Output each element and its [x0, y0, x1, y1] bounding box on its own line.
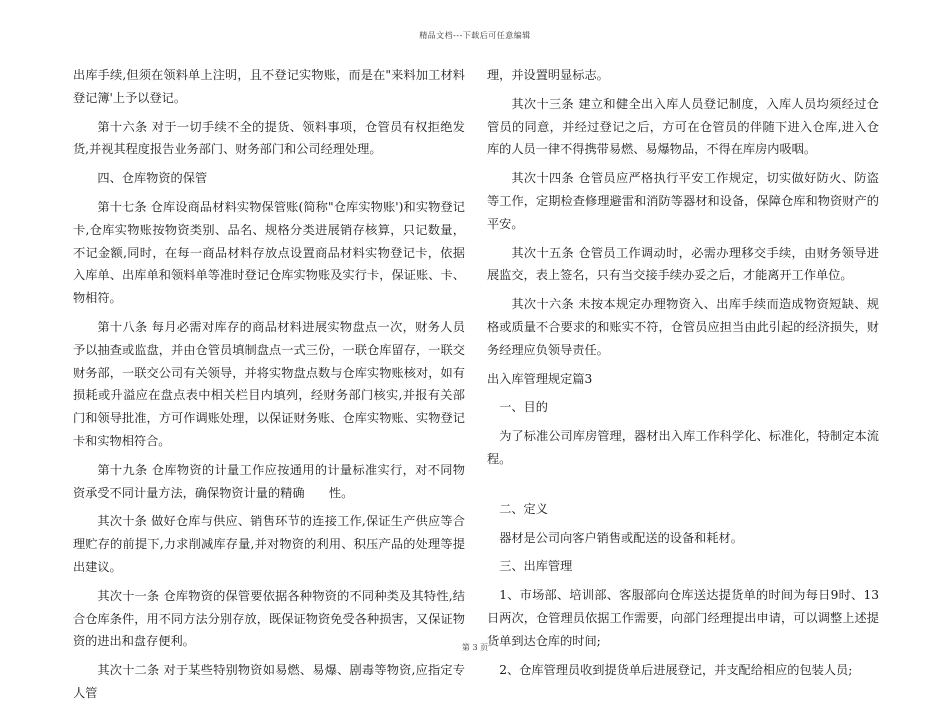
section-heading: 三、出库管理 — [499, 559, 573, 574]
paragraph: 其次十六条 未按本规定办理物资入、出库手续而造成物资短缺、规格或质量不合要求的和账实不符，仓管员应担当由此引起的经济损失，财务经理应负领导责任。 — [487, 297, 879, 357]
paragraph: 其次十三条 建立和健全出入库人员登记制度，入库人员均须经过仓管员的同意，并经过登记之后，方可在仓管员的伴随下进入仓库,进入仓库的人员一律不得携带易燃、易爆物品，不得在库房内吸咽。 — [487, 96, 879, 157]
paragraph: 第十六条 对于一切手续不全的提货、领料事项，仓管员有权拒绝发货,并视其程度报告业务部门、财务部门和公司经理处理。 — [73, 119, 465, 157]
section-title: 出入库管理规定篇3 — [487, 371, 593, 386]
paragraph: 其次十条 做好仓库与供应、销售环节的连接工作,保证生产供应等合理贮存的前提下,力求削减库存量,并对物资的利用、积压产品的处理等提出建议。 — [73, 514, 465, 574]
left-column — [73, 64, 465, 705]
paragraph: 2、仓库管理员收到提货单后进展登记，并支配给相应的包装人员; — [499, 662, 853, 677]
paragraph: 其次十四条 仓管员应严格执行平安工作规定，切实做好防火、防盗等工作，定期检查修理避雷和消防等器材和设备，保障仓库和物资财产的平安。 — [487, 171, 879, 231]
paragraph: 第十九条 仓库物资的计量工作应按通用的计量标准实行，对不同物资承受不同计量方法，确保物资计量的精确 性。 — [73, 462, 465, 500]
paragraph: 其次十一条 仓库物资的保管要依据各种物资的不同种类及其特性,结合仓库条件，用不同方法分别存放，既保证物资免受各种损害，又保证物资的进出和盘存便利。 — [73, 588, 465, 649]
section-heading: 二、定义 — [499, 501, 548, 516]
paragraph: 理，并设置明显标志。 — [487, 68, 609, 82]
page-header: 精品文档---下载后可任意编辑 — [419, 31, 531, 40]
paragraph: 第十八条 每月必需对库存的商品材料进展实物盘点一次，财务人员予以抽查或监盘，并由仓管员填制盘点一式三份，一联仓库留存，一联交财务部，一联交公司有关领导，并将实物盘点数与仓库实物账核对，如有损耗或升溢应在盘点表中相关栏目内填列，经财务部门核实,并报有关部门和领导批准，方可作调账处理，以保证财务账、仓库实物账、实物登记卡和实物相符合。 — [73, 319, 465, 448]
paragraph: 第十七条 仓库设商品材料实物保管账(简称"仓库实物账')和实物登记卡,仓库实物账按物资类别、品名、规格分类进展销存核算，只记数量，不记金额,同时，在每一商品材料存放点设置商品材料实物登记卡，依据入库单、出库单和领料单等准时登记仓库实物账及实行卡，保证账、卡、物相符。 — [73, 199, 465, 306]
paragraph: 其次十二条 对于某些特别物资如易燃、易爆、剧毒等物资,应指定专人管 — [73, 663, 465, 700]
paragraph: 出库手续,但须在领料单上注明，且不登记实物账，而是在"来料加工材料登记簿'上予以登记。 — [73, 68, 465, 105]
paragraph: 其次十五条 仓管员工作调动时，必需办理移交手续，由财务领导进展监交，表上签名，只有当交接手续办妥之后，才能离开工作单位。 — [487, 245, 879, 283]
section-heading: 四、仓库物资的保管 — [97, 171, 208, 186]
right-column — [487, 64, 879, 681]
paragraph: 为了标准公司库房管理，器材出入库工作科学化、标准化，特制定本流程。 — [487, 429, 879, 466]
blank-spacer — [487, 471, 879, 498]
section-heading: 一、目的 — [499, 400, 548, 415]
paragraph: 器材是公司向客户销售或配送的设备和耗材。 — [499, 530, 743, 545]
paragraph: 1、市场部、培训部、客服部向仓库送达提货单的时间为每日9时、13日两次，仓管理员依据工作需要，向部门经理提出申请，可以调整上述提货单到达仓库的时间; — [487, 588, 879, 648]
page-footer: 第 3 页 — [461, 643, 489, 652]
